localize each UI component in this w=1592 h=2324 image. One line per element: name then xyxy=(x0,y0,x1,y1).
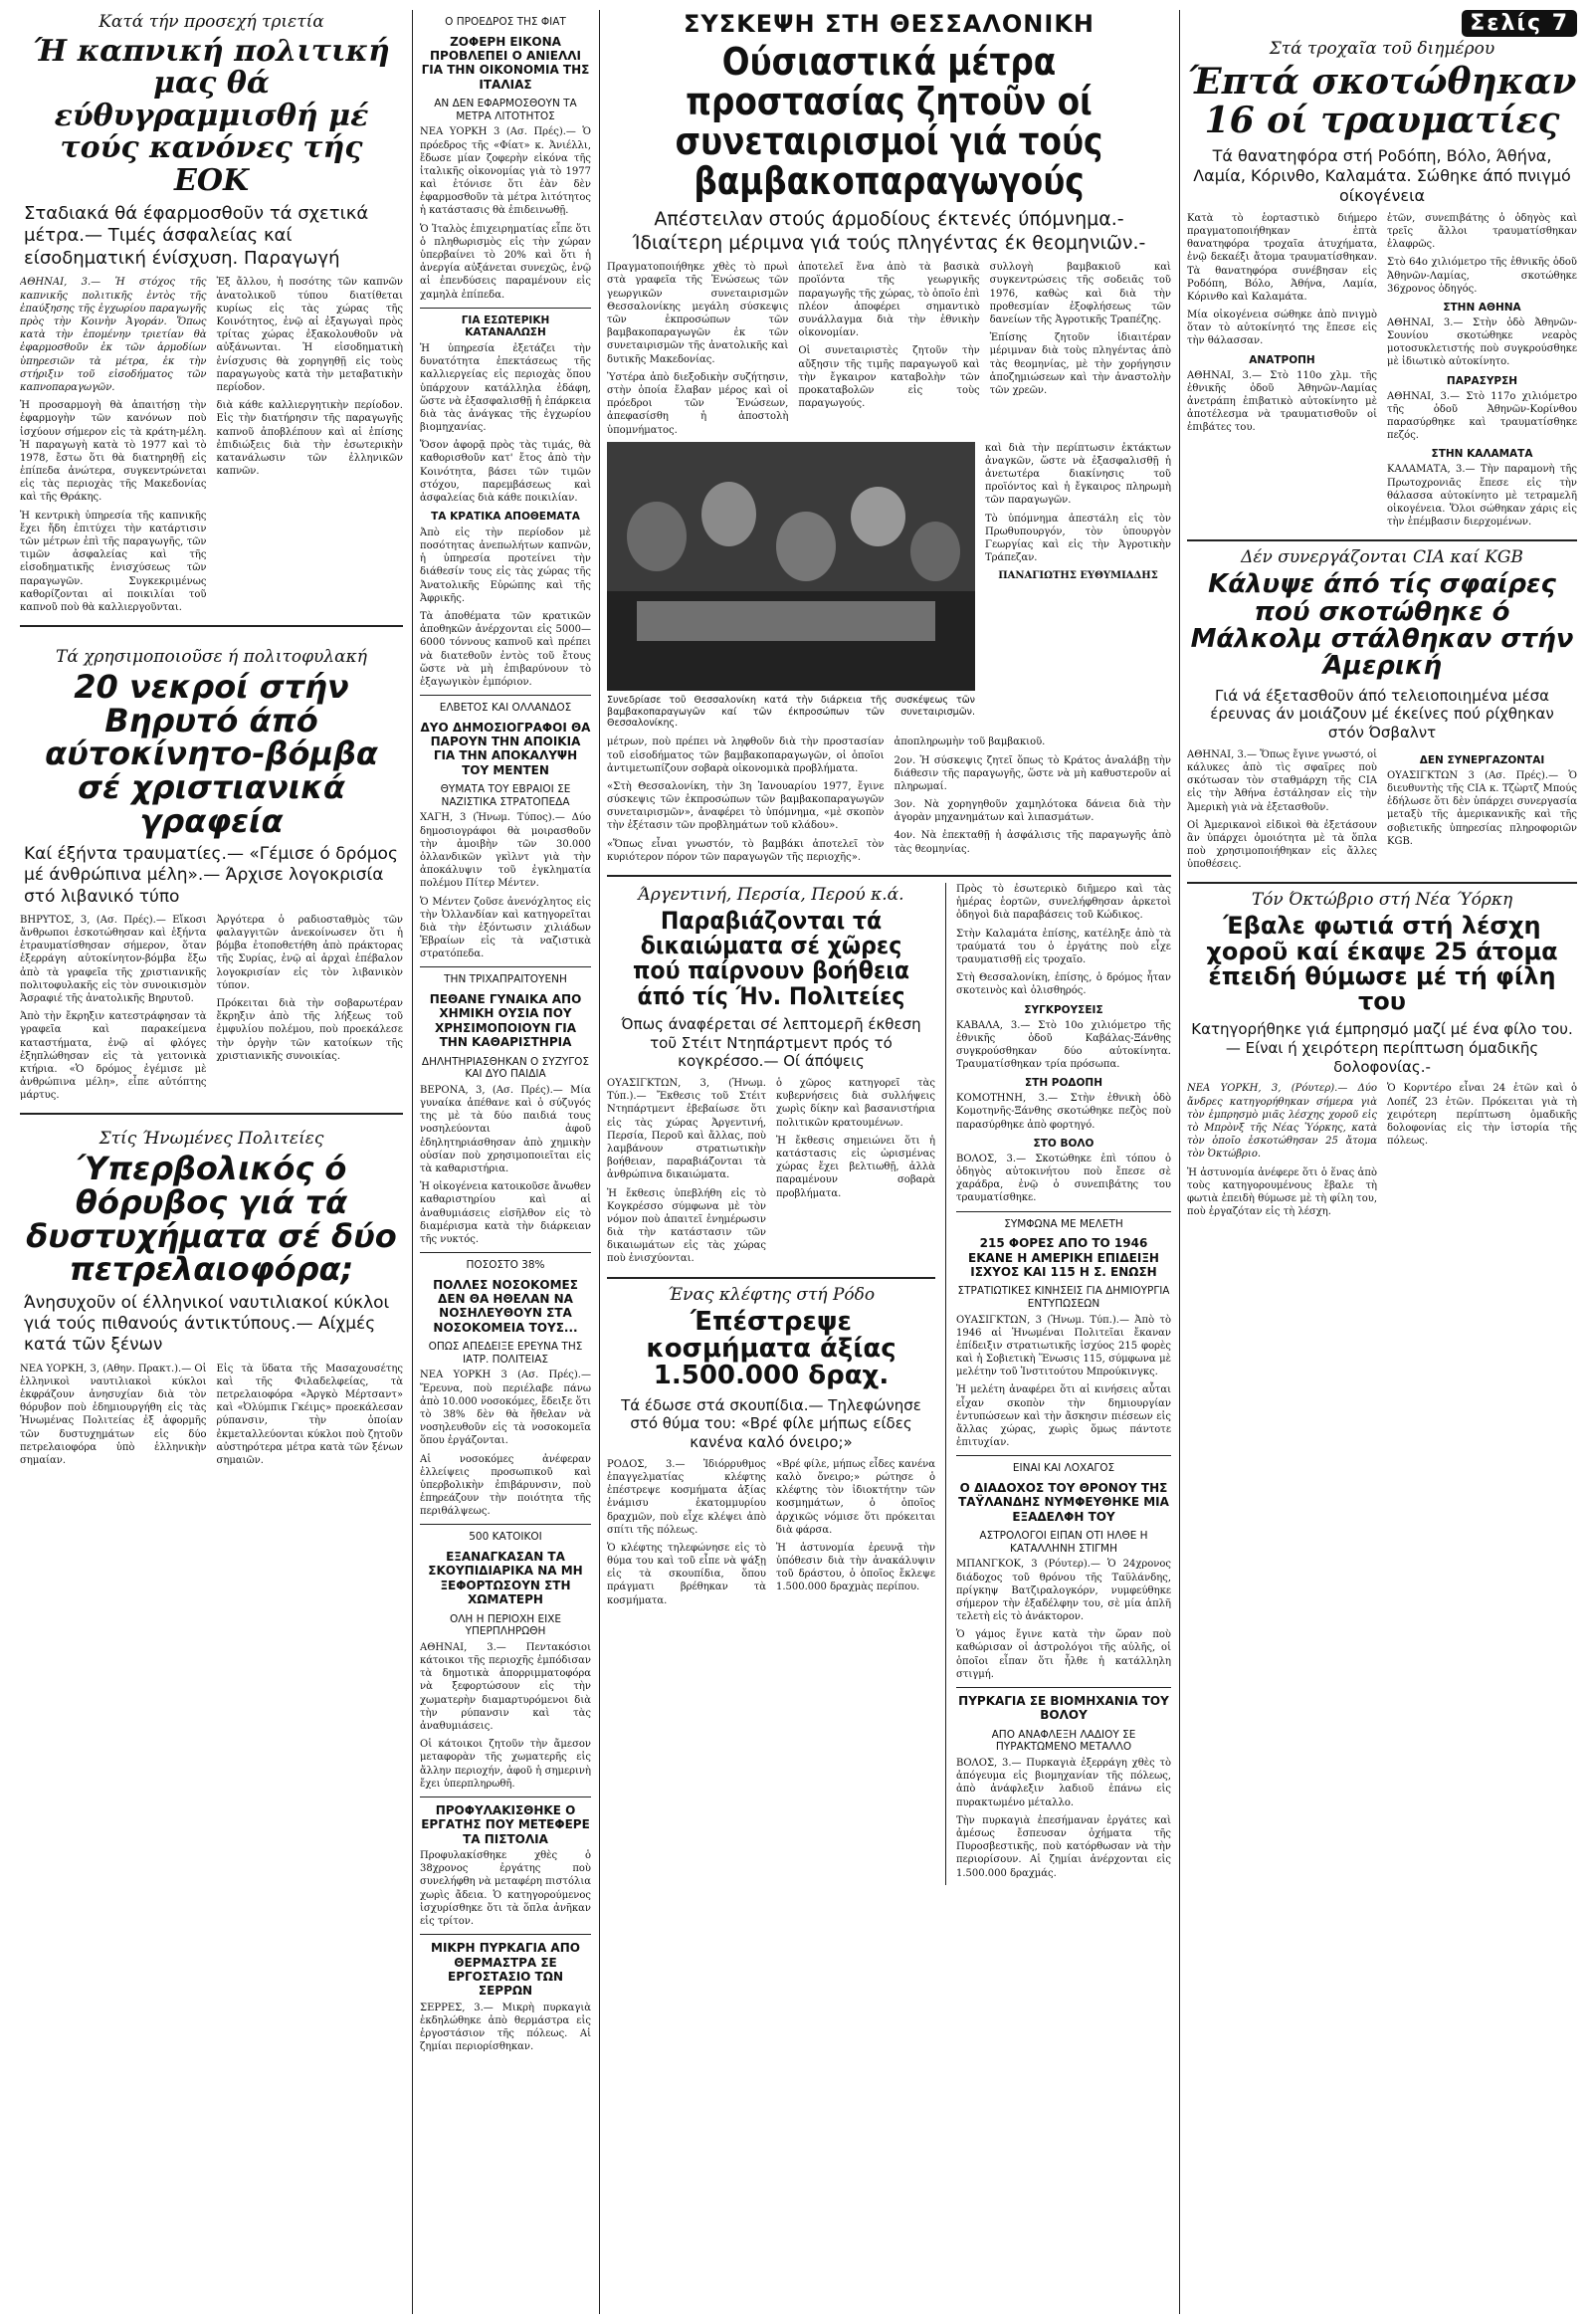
article-paragraph: Πραγματοποιήθηκε χθὲς τὸ πρωὶ στὰ γραφεῖα τῆς Ἑνώσεως τῶν γεωργικῶν συνεταιρισμῶν Θεσσαλονίκης μεγάλη σύσκεψις τῶν ἐκπροσώπων τῶν βαμβακοπαραγωγῶν ἐκ τῶν συνεταιρισμῶν τῆς ἀνατολικῆς καὶ δυτικῆς Μακεδονίας. xyxy=(607,262,789,365)
article-weapons xyxy=(956,1218,1171,1450)
article-deck: Γιά νά έξετασθοῦν άπό τελειοποιημένα μέσα έρευνας άν μοιάζουν μέ έκείνες πού ρίχθηκαν στόν Όσβαλντ xyxy=(1210,686,1554,741)
article-paragraph: Ἀργότερα ὁ ραδιοσταθμὸς τῶν φαλαγγιτῶν ἀνεκοίνωσεν ὅτι ἡ βόμβα ἐτοποθετήθη ἀπὸ πράκτορας τῆς Συρίας, ἐνῷ αἱ ἀρχαὶ ἐπέβαλον λογοκρισίαν εἰς τὸν λιβανικὸν τύπον. xyxy=(216,914,403,991)
article-hospital xyxy=(420,1259,591,1518)
article-deck: Σταδιακά θά έφαρμοσθοῦν τά σχετικά μέτρα.— Τιμές άσφαλείας καί είσοδηματική ένίσχυση. Παραγωγή xyxy=(24,202,369,269)
article-paragraph: ΚΟΜΟΤΗΝΗ, 3.— Στὴν ἐθνικὴ ὁδὸ Κομοτηνῆς-Ξάνθης σκοτώθηκε πεζὸς ποὺ παρασύρθηκε ἀπὸ φορτηγό. xyxy=(956,1093,1171,1131)
article-headline: Ύπερβολικός ό θόρυβος γιά τά δυστυχήματα σέ δύο πετρελαιοφόρα; xyxy=(26,1150,397,1289)
article-kicker: Τά χρησιμοποιοῦσε ή πολιτοφυλακή xyxy=(56,647,367,668)
article-paragraph: Ἡ ὑπηρεσία ἐξετάζει τὴν δυνατότητα ἐπεκτάσεως τῆς καλλιεργείας εἰς περιοχὰς ὅπου ὑπάρχουν κατάλληλα ἐδάφη, ὥστε νὰ ἐξασφαλισθῇ ἡ ἐπάρκεια διὰ τὰς ἀνάγκας τῆς ἐγχωρίου βιομηχανίας. xyxy=(420,342,591,434)
article-headline: Έπέστρεψε κοσμήματα άξίας 1.500.000 δραχ. xyxy=(646,1306,896,1391)
article-kicker: Τόν Όκτώβριο στή Νέα Ύόρκη xyxy=(1251,890,1513,911)
article-subhead: ΟΠΩΣ ΑΠΕΔΕΙΞΕ ΕΡΕΥΝΑ ΤΗΣ ΙΑΤΡ. ΠΟΛΙΤΕΙΑΣ xyxy=(428,1341,583,1366)
article-paragraph: ΒΗΡΥΤΟΣ, 3, (Ασ. Πρές).— Εἴκοσι ἄνθρωποι ἐσκοτώθησαν καὶ ἑξήντα ἐτραυματίσθησαν σήμερον, ὅταν ἐξερράγη αὐτοκίνητον-βόμβα ἔξω ἀπὸ τὰ γραφεῖα τῆς χριστιανικῆς πολιτοφυλακῆς εἰς τὸν συνοικισμὸν Ἀσραφιέ τῆς ἀνατολικῆς Βηρυτοῦ. xyxy=(20,914,207,1004)
article-dutch xyxy=(420,702,591,960)
page-number-badge xyxy=(1187,10,1577,37)
article-paragraph: Οἱ κάτοικοι ζητοῦν τὴν ἄμεσον μεταφορὰν τῆς χωματερῆς εἰς ἄλλην περιοχήν, ἀφοῦ ἡ σημερινὴ ἔχει ὑπερπληρωθῆ. xyxy=(420,1739,591,1790)
article-paragraph: Ἀπὸ εἰς τὴν περίοδον μὲ ποσότητας ἀνεπωλήτων καπνῶν, ἡ ὑπηρεσία προτείνει τὴν διάθεσίν τους εἰς τὰς χώρας τῆς Ἀνατολικῆς Εὐρώπης καὶ τῆς Ἀφρικῆς. xyxy=(420,527,591,604)
article-subhead: ΣΤΟ ΒΟΛΟ xyxy=(1033,1137,1094,1150)
article-italy xyxy=(420,973,591,1246)
article-paragraph: Ἡ μελέτη ἀναφέρει ὅτι αἱ κινήσεις αὗται εἶχαν σκοπὸν τὴν δημιουργίαν ἐντυπώσεων καὶ τὴν ἄσκησιν πιέσεων εἰς ἄλλας χώρας, χωρὶς ὅμως πάντοτε ἐπιτυχίαν. xyxy=(956,1384,1171,1449)
section-divider xyxy=(956,1687,1171,1688)
article-headline: Ο ΔΙΑΔΟΧΟΣ ΤΟΥ ΘΡΟΝΟΥ ΤΗΣ ΤΑΫΛΑΝΔΗΣ ΝΥΜΦΕΥΘΗΚΕ ΜΙΑ ΕΞΑΔΕΛΦΗ ΤΟΥ xyxy=(958,1480,1169,1524)
article-kicker: Άργεντινή, Περσία, Περού κ.ά. xyxy=(638,885,904,905)
article-paragraph: 2ον. Ἡ σύσκεψις ζητεῖ ὅπως τὸ Κράτος ἀναλάβῃ τὴν διάθεσιν τῆς παραγωγῆς, ὥστε νὰ μὴ καθυστεροῦν αἱ πληρωμαί. xyxy=(894,754,1171,792)
article-paragraph: Ὁ Μέντεν ζοῦσε ἀνενόχλητος εἰς τὴν Ὀλλανδίαν καὶ κατηγορεῖται διὰ τὴν ἐξόντωσιν χιλιάδων Ἑβραίων εἰς τὰ ναζιστικὰ στρατόπεδα. xyxy=(420,896,591,960)
article-paragraph: μέτρων, ποὺ πρέπει νὰ ληφθοῦν διὰ τὴν προστασίαν τοῦ εἰσοδήματος τῶν βαμβακοπαραγωγῶν, οἱ ὁποῖοι ἀντιμετωπίζουν σοβαρὰ οἰκονομικὰ προβλήματα. xyxy=(607,737,885,774)
article-paragraph: ΑΘΗΝΑΙ, 3.— Στὸ 117ο χιλιόμετρο τῆς ὁδοῦ Ἀθηνῶν-Κορίνθου παρασύρθηκε καὶ τραυματίσθηκε πεζός. xyxy=(1387,390,1577,442)
article-cia xyxy=(1187,547,1577,876)
article-paragraph: Προφυλακίσθηκε χθὲς ὁ 38χρονος ἐργάτης ποὺ συνελήφθη νὰ μεταφέρη πιστόλια χωρὶς ἄδεια. Ὁ κατηγορούμενος ἰσχυρίσθηκε ὅτι τὰ ὅπλα ἀνῆκαν εἰς τρίτον. xyxy=(420,1850,591,1927)
article-paragraph: ΑΘΗΝΑΙ, 3.— Ὅπως ἔγινε γνωστό, οἱ κάλυκες ἀπὸ τὶς σφαῖρες ποὺ σκότωσαν τὸν σταθμάρχη τῆς CIA εἰς τὴν Ἀθήνα ἐστάλησαν εἰς τὴν Ἀμερικὴ γιὰ νὰ ἐξετασθοῦν. xyxy=(1187,748,1377,813)
article-headline: ΔΥΟ ΔΗΜΟΣΙΟΓΡΑΦΟΙ ΘΑ ΠΑΡΟΥΝ ΤΗΝ ΑΠΟΙΚΙΑ ΓΙΑ ΤΗΝ ΑΠΟΚΑΛΥΨΗ ΤΟΥ ΜΕΝΤΕΝ xyxy=(420,720,591,777)
article-paragraph: ΒΕΡΟΝΑ, 3, (Ασ. Πρές).— Μία γυναίκα ἀπέθανε καὶ ὁ σύζυγός της μὲ τὰ δύο παιδιά τους νοσηλεύονται ἀφοῦ ἐδηλητηριάσθησαν ἀπὸ χημικὴν οὐσίαν ποὺ χρησιμοποιεῖται εἰς τὰ καθαριστήρια. xyxy=(420,1084,591,1174)
article-kicker: Ένας κλέφτης στή Ρόδο xyxy=(667,1284,876,1305)
article-subhead: ΘΥΜΑΤΑ ΤΟΥ ΕΒΡΑΙΟΙ ΣΕ ΝΑΖΙΣΤΙΚΑ ΣΤΡΑΤΟΠΕΔΑ xyxy=(440,783,571,808)
article-paragraph: «Ὅπως εἶναι γνωστόν, τὸ βαμβάκι ἀποτελεῖ τὸν κυριότερον πόρον τῶν παραγωγῶν τῆς περιοχῆς». xyxy=(607,838,885,863)
section-divider xyxy=(420,308,591,309)
article-deck: Όπως άναφέρεται σέ λεπτομερῆ έκθεση τοῦ Στέιτ Ντηπάρτμεντ πρός τό κογκρέσσο.— Οί άπόψεις xyxy=(621,1014,921,1071)
article-paragraph: ΚΑΛΑΜΑΤΑ, 3.— Τὴν παραμονὴ τῆς Πρωτοχρονιᾶς ἔπεσε εἰς τὴν θάλασσα αὐτοκίνητο μὲ τετραμελῆ οἰκογένεια. Ὅλοι σώθηκαν χάρις εἰς τὴν ἐπέμβασιν διερχομένων. xyxy=(1387,464,1577,528)
article-headline: Έπτά σκοτώθηκαν 16 οί τραυματίες xyxy=(1187,61,1577,141)
meeting-photo xyxy=(607,442,975,691)
article-subhead: ΤΗΝ ΤΡΙΧΑΠΡΑΙΤΟΥΕΝΗ xyxy=(444,973,567,986)
article-kicker: Στά τροχαῖα τοῦ διημέρου xyxy=(1269,39,1495,59)
article-byline: ΠΑΝΑΓΙΩΤΗΣ ΕΥΘΥΜΙΑΔΗΣ xyxy=(998,570,1158,582)
article-subhead: ΑΝΑΤΡΟΠΗ xyxy=(1249,353,1315,366)
column-1 xyxy=(20,10,403,2314)
article-paragraph: Αἱ νοσοκόμες ἀνέφεραν ἐλλείψεις προσωπικοῦ καὶ ὑπερβολικὴν ἐπιβάρυνσιν, ποὺ ἐπηρεάζουν τὴν ποιότητα τῆς περιθάλψεως. xyxy=(420,1453,591,1518)
section-divider xyxy=(420,1796,591,1797)
article-kicker: Κατά τήν προσεχή τριετία xyxy=(99,12,324,32)
article-paragraph: ΝΕΑ ΥΟΡΚΗ, 3, (Ρόυτερ).— Δύο ἄνδρες κατηγορήθηκαν σήμερα γιὰ τὸν ἐμπρησμὸ μιᾶς λέσχης χοροῦ εἰς τὸ Μπρὸνξ τῆς Νέας Ὑόρκης, κατὰ τὸν ὁποῖο ἐσκοτώθησαν 25 ἄτομα τὸν Ὀκτώβριο. xyxy=(1187,1083,1377,1161)
article-headline: ΕΞΑΝΑΓΚΑΣΑΝ ΤΑ ΣΚΟΥΠΙΔΙΑΡΙΚΑ ΝΑ ΜΗ ΞΕΦΟΡΤΩΣΟΥΝ ΣΤΗ ΧΩΜΑΤΕΡΗ xyxy=(428,1550,583,1607)
article-beirut xyxy=(20,647,403,1107)
article-paragraph: ΟΥΑΣΙΓΚΤΩΝ, 3, (Ἡνωμ. Τύπ.).— Ἔκθεσις τοῦ Στέιτ Ντηπάρτμεντ ἐβεβαίωσε ὅτι εἰς τὰς χώρας Ἀργεντινή, Περσία, Περοῦ καὶ ἄλλας, ποὺ λαμβάνουν στρατιωτικὴν βοήθειαν, παραβιάζονται τὰ ἀνθρώπινα δικαιώματα. xyxy=(607,1078,766,1181)
section-divider xyxy=(420,966,591,967)
article-subhead: ΠΟΣΟΣΤΟ 38% xyxy=(466,1259,545,1272)
article-paragraph: Κατὰ τὸ ἑορταστικὸ διήμερο πραγματοποιήθηκαν ἑπτὰ θανατηφόρα τροχαῖα ἀτυχήματα, ἐνῷ δεκαέξι ἄτομα τραυματίσθηκαν. Τὰ θανατηφόρα συνέβησαν εἰς Ροδόπη, Βόλο, Ἀθήνα, Λαμία, Κόρινθο καὶ Καλαμάτα. xyxy=(1187,212,1377,303)
article-esoteric xyxy=(420,315,591,689)
article-paragraph: «Στὴ Θεσσαλονίκη, τὴν 3η Ἰανουαρίου 1977, ἔγινε σύσκεψις τῶν ἐκπροσώπων τῶν βαμβακοπαραγωγῶν συνεταιρισμῶν», ἀναφέρει τὸ ὑπόμνημα, «μὲ σκοπὸν τὴν ἐξέτασιν τῶν προβλημάτων τοῦ κλάδου». xyxy=(607,780,885,832)
article-headline: ΠΟΛΛΕΣ ΝΟΣΟΚΟΜΕΣ ΔΕΝ ΘΑ ΗΘΕΛΑΝ ΝΑ ΝΟΣΗΛΕΥΘΟΥΝ ΣΤΑ ΝΟΣΟΚΟΜΕΙΑ ΤΟΥΣ... xyxy=(433,1277,578,1335)
article-paragraph: Ἡ ἔκθεσις σημειώνει ὅτι ἡ κατάστασις εἰς ὡρισμένας χώρας ἔχει βελτιωθῇ, ἀλλὰ παραμένουν σοβαρὰ προβλήματα. xyxy=(776,1135,935,1199)
article-paragraph: ἀποπληρωμὴν τοῦ βαμβακιοῦ. xyxy=(894,737,1046,748)
article-subhead: ΣΤΡΑΤΙΩΤΙΚΕΣ ΚΙΝΗΣΕΙΣ ΓΙΑ ΔΗΜΙΟΥΡΓΙΑ ΕΝΤΥΠΩΣΕΩΝ xyxy=(957,1285,1170,1310)
article-paragraph: Ἡ οἰκογένεια κατοικοῦσε ἄνωθεν καθαριστηρίου καὶ αἱ ἀναθυμιάσεις εἰσῆλθον εἰς τὸ διαμέρισμα κατὰ τὴν διάρκειαν τῆς νυκτός. xyxy=(420,1181,591,1245)
article-headline: Κάλυψε άπό τίς σφαίρες πού σκοτώθηκε ό Μάλκολμ στάλθηκαν στήν Άμερική xyxy=(1190,569,1574,682)
article-paragraph: Τὴν πυρκαγιὰ ἐπεσήμαναν ἐργάτες καὶ ἀμέσως ἔσπευσαν ὀχήματα τῆς Πυροσβεστικῆς, ποὺ κατόρθωσαν νὰ τὴν περιορίσουν. Αἱ ζημίαι ἀνέρχονται εἰς 1.500.000 δραχμάς. xyxy=(956,1814,1171,1879)
article-paragraph: Ὁ γάμος ἔγινε κατὰ τὴν ὥραν ποὺ καθώρισαν οἱ ἀστρολόγοι τῆς αὐλῆς, οἱ ὁποῖοι εἶπαν ὅτι ἦλθε ἡ κατάλληλη στιγμή. xyxy=(956,1629,1171,1680)
section-divider xyxy=(607,875,1171,877)
article-subhead: ΕΙΝΑΙ ΚΑΙ ΛΟΧΑΓΟΣ xyxy=(1012,1462,1115,1475)
article-subhead: ΑΣΤΡΟΛΟΓΟΙ ΕΙΠΑΝ ΟΤΙ ΗΛΘΕ Η ΚΑΤΑΛΛΗΝΗ ΣΤΙΓΜΗ xyxy=(979,1530,1148,1555)
article-subhead: ΑΠΟ ΑΝΑΦΛΕΞΗ ΛΑΔΙΟΥ ΣΕ ΠΥΡΑΚΤΩΜΕΝΟ ΜΕΤΑΛΛΟ xyxy=(991,1728,1136,1754)
article-paragraph: ΒΟΛΟΣ, 3.— Πυρκαγιὰ ἐξερράγη χθὲς τὸ ἀπόγευμα εἰς βιομηχανίαν τῆς πόλεως, ἀπὸ ἀνάφλεξιν λαδιοῦ ἐπάνω εἰς πυρακτωμένο μέταλλο. xyxy=(956,1758,1171,1808)
article-subhead: ΣΤΗΝ ΑΘΗΝΑ xyxy=(1443,301,1521,314)
article-headline: 20 νεκροί στήν Βηρυτό άπό αύτοκίνητο-βόμβα σέ χριστιανικά γραφεία xyxy=(45,668,378,840)
article-paragraph: ΒΟΛΟΣ, 3.— Σκοτώθηκε ἐπὶ τόπου ὁ ὁδηγὸς αὐτοκινήτου ποὺ ἔπεσε σὲ χαράδρα, ἐνῷ ὁ συνεπιβάτης του τραυματίσθηκε. xyxy=(956,1153,1171,1204)
article-subhead: ΠΑΡΑΣΥΡΣΗ xyxy=(1446,374,1518,387)
article-paragraph: καὶ διὰ τὴν περίπτωσιν ἐκτάκτων ἀναγκῶν, ὥστε νὰ ἐξασφαλισθῇ ἡ ἀνετωτέρα διακίνησις τοῦ προϊόντος καὶ ἡ ἔγκαιρος πληρωμὴ τῶν παραγωγῶν. xyxy=(985,442,1171,507)
article-accidents xyxy=(1187,39,1577,533)
section-divider xyxy=(420,1252,591,1253)
article-paragraph: Ὁ Ἰταλὸς ἐπιχειρηματίας εἶπε ὅτι ὁ πληθωρισμὸς εἰς τὴν χώραν ὑπερβαίνει τὸ 20% καὶ ὅτι ἡ ἀνεργία αὐξάνεται συνεχῶς, ἐνῷ αἱ ἐπενδύσεις παραμένουν εἰς χαμηλὰ ἐπίπεδα. xyxy=(420,223,591,301)
article-deck: Απέστειλαν στούς άρμοδίους έκτενές ύπόμνημα.- Ίδιαίτερη μέριμνα γιά τούς πληγέντας έκ θεομηνιῶν.- xyxy=(632,207,1146,254)
article-serres xyxy=(420,1941,591,2053)
article-paragraph: ΣΕΡΡΕΣ, 3.— Μικρὴ πυρκαγιὰ ἐκδηλώθηκε ἀπὸ θερμάστρα εἰς ἐργοστάσιον τῆς πόλεως. Αἱ ζημίαι περιορίσθηκαν. xyxy=(420,2002,591,2053)
article-fiat xyxy=(420,16,591,302)
article-deck: Καί έξήντα τραυματίες.— «Γέμισε ό δρόμος μέ άνθρώπινα μέλη».— Άρχισε λογοκρισία στό λιβανικό τύπο xyxy=(24,844,398,907)
article-paragraph: Πρὸς τὸ ἐσωτερικὸ διῆμερο καὶ τὰς ἡμέρας ἑορτῶν, συνελήφθησαν ἀρκετοὶ ὁδηγοὶ διὰ παραβάσεις τοῦ Κώδικος. xyxy=(956,884,1171,922)
article-paragraph: ΝΕΑ ΥΟΡΚΗ 3 (Ασ. Πρές).— Ἔρευνα, ποὺ περιέλαβε πάνω ἀπὸ 10.000 νοσοκόμες, ἔδειξε ὅτι τὸ 38% δὲν θὰ ἤθελαν νὰ νοσηλευθοῦν εἰς τὰ νοσοκομεῖα ὅπου ἐργάζονται. xyxy=(420,1370,591,1447)
article-subhead: ΑΝ ΔΕΝ ΕΦΑΡΜΟΣΘΟΥΝ ΤΑ ΜΕΤΡΑ ΛΙΤΟΤΗΤΟΣ xyxy=(434,98,577,122)
article-paragraph: ΜΠΑΝΓΚΟΚ, 3 (Ρόυτερ).— Ὁ 24χρονος διάδοχος τοῦ θρόνου τῆς Ταϋλάνδης, πρίγκηψ Βατζιραλογκόρν, νυμφεύθηκε σήμερον τὴν ἐξαδέλφην του, σὲ μία ἁπλῆ τελετὴ εἰς τὸ ἀνάκτορον. xyxy=(956,1559,1171,1623)
article-subhead: ΣΤΗ ΡΟΔΟΠΗ xyxy=(1024,1077,1103,1090)
article-subhead: ΟΛΗ Η ΠΕΡΙΟΧΗ ΕΙΧΕ ΥΠΕΡΠΛΗΡΩΘΗ xyxy=(449,1612,562,1638)
article-paragraph: Ἡ ἀστυνομία ἐρευνᾷ τὴν ὑπόθεσιν διὰ τὴν ἀνακάλυψιν τοῦ δράστου, ὁ ὁποῖος ἔκλεψε 1.500.000 δραχμὰς περίπου. xyxy=(776,1542,935,1593)
article-paragraph: ΑΘΗΝΑΙ, 3.— Πεντακόσιοι κάτοικοι τῆς περιοχῆς ἐμπόδισαν τὰ δημοτικὰ ἀπορριμματοφόρα νὰ ξεφορτώσουν εἰς τὴν χωματερὴν διαμαρτυρόμενοι διὰ τὴν ρύπανσιν καὶ τὰς ἀναθυμιάσεις. xyxy=(420,1641,591,1732)
article-paragraph: Ὑστέρα ἀπὸ διεξοδικὴν συζήτησιν, στὴν ὁποία ἔλαβαν μέρος καὶ οἱ πρόεδροι τῶν Ἑνώσεων, ἀπεφασίσθη ἡ ἀποστολὴ ὑπομνήματος. xyxy=(607,371,789,436)
article-deck: Τά έδωσε στά σκουπίδια.— Τηλεφώνησε στό θύμα του: «Βρέ φίλε μήπως είδες κανένα καλό όνειρο;» xyxy=(621,1395,921,1452)
article-paragraph: Τὸ ὑπόμνημα ἀπεστάλη εἰς τὸν Πρωθυπουργόν, τὸν ὑπουργὸν Γεωργίας καὶ εἰς τὴν Ἀγροτικὴν Τράπεζαν. xyxy=(985,513,1171,564)
article-paragraph: Ἀπὸ τὴν ἔκρηξιν κατεστράφησαν τὰ γραφεῖα καὶ παρακείμενα καταστήματα, ἐνῷ αἱ φλόγες ἐξηπλώθησαν εἰς τὰ γειτονικὰ κτήρια. «Ὁ δρόμος ἐγέμισε μὲ ἀνθρώπινα μέλη», εἶπε αὐτόπτης μάρτυς. xyxy=(20,1011,207,1102)
article-subhead: ΕΛΒΕΤΟΣ ΚΑΙ ΟΛΛΑΝΔΟΣ xyxy=(439,702,572,715)
article-scavengers xyxy=(420,1531,591,1790)
article-cotton xyxy=(607,12,1171,869)
article-subhead: ΓΙΑ ΕΣΩΤΕΡΙΚΗ ΚΑΤΑΝΑΛΩΣΗ xyxy=(461,314,550,339)
article-paragraph: ὁ χῶρος κατηγορεῖ τὰς κυβερνήσεις διὰ συλλήψεις χωρὶς δίκην καὶ βασανιστήρια πολιτικῶν κρατουμένων. xyxy=(776,1078,935,1129)
article-paragraph: Ὁ κλέφτης τηλεφώνησε εἰς τὸ θύμα του καὶ τοῦ εἶπε νὰ ψάξῃ εἰς τὰ σκουπίδια, ὅπου πράγματι βρέθηκαν τὰ κοσμήματα. xyxy=(607,1542,766,1606)
article-kicker: ΣΥΣΚΕΨΗ ΣΤΗ ΘΕΣΣΑΛΟΝΙΚΗ xyxy=(683,10,1095,38)
article-headline: Ούσιαστικά μέτρα προστασίας ζητοῦν οί συνεταιρισμοί γιά τούς βαμβακοπαραγωγούς xyxy=(675,40,1103,203)
article-paragraph: ΝΕΑ ΥΟΡΚΗ 3 (Ασ. Πρές).— Ὁ πρόεδρος τῆς «Φίατ» κ. Ἀνιέλλι, ἔδωσε μίαν ζοφερὴν εἰκόνα τῆς ἰταλικῆς οἰκονομίας γιὰ τὸ 1977 καὶ ἐτόνισε ὅτι ἐὰν δὲν ἐφαρμοσθοῦν τὰ μέτρα λιτότητος ἡ κατάστασις θὰ ἐπιδεινωθῇ. xyxy=(420,126,591,217)
section-divider xyxy=(420,695,591,696)
article-paragraph: Στὴ Θεσσαλονίκη, ἐπίσης, ὁ δρόμος ἦταν σκοτεινὸς καὶ ὁλισθηρός. xyxy=(956,972,1171,997)
article-paragraph: ΟΥΑΣΙΓΚΤΩΝ, 3 (Ἡνωμ. Τύπ.).— Ἀπὸ τὸ 1946 αἱ Ἡνωμέναι Πολιτεῖαι ἔκαναν ἐπίδειξιν στρατιωτικῆς ἰσχύος 215 φορὲς καὶ ἡ Σοβιετικὴ Ἕνωσις 115, σύμφωνα μὲ μελέτην τοῦ Ἰνστιτούτου Μπρούκινγκς. xyxy=(956,1314,1171,1378)
article-paragraph: Ἡ ἀστυνομία ἀνέφερε ὅτι ὁ ἕνας ἀπὸ τοὺς κατηγορουμένους ἔβαλε τὴ φωτιὰ ἐπειδὴ θύμωσε μὲ τὴ φίλη του, ποὺ ἐργαζόταν εἰς τὴ λέσχη. xyxy=(1187,1166,1377,1218)
article-paragraph: ΑΘΗΝΑΙ, 3.— Ἡ στόχος τῆς καπνικῆς πολιτικῆς ἐντὸς τῆς ἐπαύξησης τῆς ἐγχωρίου παραγωγῆς πρὸς τὴν Κοινὴν Ἀγοράν. Ὅπως κατὰ τὴν ἐπομένην τριετίαν θὰ ἐφαρμοσθοῦν ἐκ τῶν ἀρμοδίων ὑπηρεσιῶν τὰ μέτρα, ἐκ τὴν στήριξιν τοῦ εἰσοδήματος τῶν καπνοπαραγωγῶν. xyxy=(20,277,207,393)
column-rule xyxy=(1179,10,1180,2314)
article-paragraph: συλλογὴ βαμβακιοῦ καὶ συγκεντρώσεις τῆς σοδειᾶς τοῦ 1976, καθὼς καὶ διὰ τὴν προθεσμίαν ἐξοφλήσεως τῶν δανείων τῆς Ἀγροτικῆς Τραπέζης. xyxy=(989,262,1171,325)
column-rule xyxy=(412,10,413,2314)
column-rule xyxy=(945,883,946,1885)
article-paragraph: Εἰς τὰ ὕδατα τῆς Μασαχουσέτης καὶ τῆς Φιλαδελφείας, τὰ πετρελαιοφόρα «Ἀργκὸ Μέρτσαντ» καὶ «Ὀλύμπικ Γκέιμς» προεκάλεσαν ρύπανσιν, τὴν ὁποίαν ἐκμεταλλεύονται κύκλοι ποὺ ζητοῦν αὐστηρότερα μέτρα κατὰ τῶν ξένων σημαιῶν. xyxy=(216,1363,403,1466)
article-thailand xyxy=(956,1462,1171,1681)
article-kicker: Στίς Ήνωμένες Πολιτείες xyxy=(99,1129,324,1150)
section-divider xyxy=(1187,882,1577,884)
article-headline: Ή καπνική πολιτική μας θά εύθυγραμμισθή μέ τούς κανόνες τής ΕΟΚ xyxy=(33,34,390,198)
article-deck: Κατηγορήθηκε γιά έμπρησμό μαζί μέ ένα φίλο του.— Είναι ή χειρότερη περίπτωση όμαδικῆς δολοφονίας.- xyxy=(1191,1020,1573,1076)
article-paragraph: «Βρέ φίλε, μήπως εἶδες κανένα καλὸ ὄνειρο;» ρώτησε ὁ κλέφτης τὸν ἰδιοκτήτην τῶν κοσμημάτων, ὁ ὁποῖος ἀρχικῶς νόμισε ὅτι πρόκειται διὰ φάρσα. xyxy=(776,1458,935,1536)
photo-caption: Συνεδρίασε τοῦ Θεσσαλονίκη κατά τὴν διάρκεια τῆς συσκέψεως τῶν βαμβακοπαραγωγῶν καί τῶν έκπροσώπων τῶν συνεταιρισμῶν. Θεσσαλονίκης. xyxy=(607,694,975,730)
section-divider xyxy=(956,1211,1171,1212)
article-tankers xyxy=(20,1129,403,1472)
article-paragraph: Τὰ ἀποθέματα τῶν κρατικῶν ἀποθηκῶν ἀνέρχονται εἰς 5000—6000 τόννους καπνοῦ καὶ πρέπει νὰ διατεθοῦν ἐντὸς τοῦ ἔτους ὥστε νὰ μὴ ἐπιβαρύνουν τὸ ἐξαγωγικὸν ἐμπόριον. xyxy=(420,610,591,688)
article-deck: Άνησυχοῦν οί έλληνικοί ναυτιλιακοί κύκλοι γιά τούς πιθανούς άντικτύπους.— Αίχμές κατά τῶν ξένων xyxy=(24,1292,390,1356)
article-headline: Έβαλε φωτιά στή λέσχη χοροῦ καί έκαψε 25 άτομα έπειδή θύμωσε μέ τή φίλη του xyxy=(1206,912,1558,1015)
article-paragraph: Ἐπίσης ζητοῦν ἰδιαιτέραν μέριμναν διὰ τοὺς πληγέντας ἀπὸ τὰς θεομηνίας, μὲ τὴν χορήγησιν ἀποζημιώσεων καὶ τὴν ἀναστολὴν τῶν χρεῶν. xyxy=(989,332,1171,396)
article-paragraph: Μία οἰκογένεια σώθηκε ἀπὸ πνιγμὸ ὅταν τὸ αὐτοκίνητό της ἔπεσε εἰς τὴν θάλασσαν. xyxy=(1187,310,1377,347)
article-headline: ΠΡΟΦΥΛΑΚΙΣΘΗΚΕ Ο ΕΡΓΑΤΗΣ ΠΟΥ ΜΕΤΕΦΕΡΕ ΤΑ ΠΙΣΤΟΛΙΑ xyxy=(421,1802,590,1846)
column-3-4 xyxy=(607,10,1171,2314)
article-argentina xyxy=(607,885,935,1271)
article-paragraph: διὰ κάθε καλλιεργητικὴν περίοδον. Εἰς τὴν διατήρησιν τῆς παραγωγῆς καπνοῦ ἀποβλέπουν καὶ αἱ ἐπίσης ἐπιδιώξεις διὰ τὴν ἐσωτερικὴν κατανάλωσιν τῶν ἐλληνικῶν καπνῶν. xyxy=(216,400,403,478)
section-divider xyxy=(420,1524,591,1525)
article-subhead: 500 ΚΑΤΟΙΚΟΙ xyxy=(469,1531,542,1544)
article-subhead: ΔΗΛΗΤΗΡΙΑΣΘΗΚΑΝ Ο ΣΥΖΥΓΟΣ ΚΑΙ ΔΥΟ ΠΑΙΔΙΑ xyxy=(421,1055,590,1081)
article-headline: ΠΕΘΑΝΕ ΓΥΝΑΙΚΑ ΑΠΟ ΧΗΜΙΚΗ ΟΥΣΙΑ ΠΟΥ ΧΡΗΣΙΜΟΠΟΙΟΥΝ ΓΙΑ ΤΗΝ ΚΑΘΑΡΙΣΤΗΡΙΑ xyxy=(429,992,582,1050)
article-paragraph: Πρόκειται διὰ τὴν σοβαρωτέραν ἔκρηξιν ἀπὸ τῆς λήξεως τοῦ ἐμφυλίου πολέμου, ποὺ προεκάλεσε τὴν ὀργὴν τῶν κατοίκων τῆς χριστιανικῆς συνοικίας. xyxy=(216,997,403,1062)
section-divider xyxy=(607,1277,935,1279)
article-subhead: ΤΑ ΚΡΑΤΙΚΑ ΑΠΟΘΕΜΑΤΑ xyxy=(431,511,580,524)
article-paragraph: ΧΑΓΗ, 3 (Ἡνωμ. Τύπος).— Δύο δημοσιογράφοι θὰ μοιρασθοῦν τὴν ἀμοιβὴν τῶν 30.000 ὀλλανδικῶν γκὶλντ γιὰ τὴν ἀποκάλυψιν τοῦ ἐγκληματία πολέμου Πίτερ Μέντεν. xyxy=(420,812,591,890)
section-divider xyxy=(420,1934,591,1935)
article-paragraph: ἐτῶν, συνεπιβάτης ὁ ὁδηγὸς καὶ τρεῖς ἄλλοι τραυματίσθηκαν ἐλαφρῶς. xyxy=(1387,212,1577,251)
article-paragraph: ΝΕΑ ΥΟΡΚΗ, 3, (Αθην. Πρακτ.).— Οἱ ἑλληνικοὶ ναυτιλιακοὶ κύκλοι ἐκφράζουν ἀνησυχίαν διὰ τὸν θόρυβον ποὺ ἐδημιουργήθη εἰς τὰς Ἡνωμένας Πολιτείας ἐξ ἀφορμῆς τῶν δυστυχημάτων εἰς δύο πετρελαιοφόρα ὑπὸ ἑλληνικὴν σημαίαν. xyxy=(20,1363,207,1466)
article-paragraph: ΟΥΑΣΙΓΚΤΩΝ 3 (Ασ. Πρές).— Ὁ διευθυντὴς τῆς CIA κ. Τζὼρτζ Μπούς ἐδήλωσε ὅτι δὲν ὑπάρχει συνεργασία μεταξὺ τῆς ἀμερικανικῆς καὶ τῆς σοβιετικῆς ὑπηρεσίας πληροφοριῶν KGB. xyxy=(1387,769,1577,847)
article-paragraph: 3ον. Νὰ χορηγηθοῦν χαμηλότοκα δάνεια διὰ τὴν ἀγορὰν μηχανημάτων καὶ λιπασμάτων. xyxy=(894,799,1171,824)
article-paragraph: 4ον. Νὰ ἐπεκταθῇ ἡ ἀσφάλισις τῆς παραγωγῆς ἀπὸ τὰς θεομηνίας. xyxy=(894,830,1171,855)
article-paragraph: Ἐξ ἄλλου, ἡ ποσότης τῶν καπνῶν ἀνατολικοῦ τύπου διατίθεται κυρίως εἰς τὰς χώρας τῆς Κοινότητος, ἐνῷ αἱ ἐξαγωγαὶ πρὸς τρίτας χώρας ἐξακολουθοῦν νὰ αὐξάνωνται. Ἡ εἰσοδηματικὴ ἐνίσχυσις θὰ χορηγηθῇ εἰς τοὺς παραγωγοὺς κατὰ τὴν μεταβατικὴν περίοδον. xyxy=(216,277,403,393)
article-headline: Παραβιάζονται τά δικαιώματα σέ χῶρες πού παίρνουν βοήθεια άπό τίς Ήν. Πολιτείες xyxy=(632,907,910,1010)
article-headline: 215 ΦΟΡΕΣ ΑΠΟ ΤΟ 1946 ΕΚΑΝΕ Η ΑΜΕΡΙΚΗ ΕΠΙΔΕΙΞΗ ΙΣΧΥΟΣ ΚΑΙ 115 Η Σ. ΕΝΩΣΗ xyxy=(968,1236,1159,1279)
column-5 xyxy=(1187,10,1577,2314)
article-paragraph: Ἡ προσαρμογὴ θὰ ἀπαιτήσῃ τὴν ἐφαρμογὴν τῶν κανόνων ποὺ ἰσχύουν σήμερον εἰς τὰ κράτη-μέλη. Ἡ παραγωγὴ κατὰ τὸ 1977 καὶ τὸ 1978, ἔστω ὅτι θὰ διατηρηθῇ εἰς ἐπίπεδα ἀνώτερα, συγκεντρώνεται εἰς τὰς περιοχὰς τῆς Μακεδονίας καὶ τῆς Θράκης. xyxy=(20,400,207,504)
article-accidents-cont xyxy=(956,883,1171,1205)
article-paragraph: Ὅσον ἀφορᾷ πρὸς τὰς τιμάς, θὰ καθορισθοῦν κατ' ἔτος ἀπὸ τὴν Κοινότητα, βάσει τῶν τιμῶν στόχου, παρεμβάσεως καὶ ἀσφαλείας διὰ κάθε ποικιλίαν. xyxy=(420,440,591,505)
section-divider xyxy=(20,625,403,627)
article-headline: ΜΙΚΡΗ ΠΥΡΚΑΓΙΑ ΑΠΟ ΘΕΡΜΑΣΤΡΑ ΣΕ ΕΡΓΟΣΤΑΣΙΟ ΤΩΝ ΣΕΡΡΩΝ xyxy=(431,1941,580,1999)
section-divider xyxy=(20,1113,403,1115)
article-paragraph: Στὸ 64ο χιλιόμετρο τῆς ἐθνικῆς ὁδοῦ Ἀθηνῶν-Λαμίας, σκοτώθηκε 36χρονος ὁδηγός. xyxy=(1387,257,1577,295)
article-subhead: ΣΤΗΝ ΚΑΛΑΜΑΤΑ xyxy=(1431,448,1533,461)
article-tobacco xyxy=(20,12,403,619)
column-2 xyxy=(420,10,591,2314)
article-subhead: ΣΥΓΚΡΟΥΣΕΙΣ xyxy=(1024,1003,1103,1016)
article-subhead: Ο ΠΡΟΕΔΡΟΣ ΤΗΣ ΦΙΑΤ xyxy=(445,16,566,28)
section-divider xyxy=(1187,539,1577,541)
article-headline: ΠΥΡΚΑΓΙΑ ΣΕ ΒΙΟΜΗΧΑΝΙΑ ΤΟΥ ΒΟΛΟΥ xyxy=(958,1694,1169,1723)
article-paragraph: ΑΘΗΝΑΙ, 3.— Στὸ 110ο χλμ. τῆς ἐθνικῆς ὁδοῦ Ἀθηνῶν-Λαμίας ἀνετράπη ἐπιβατικὸ αὐτοκίνητο μὲ ἀποτέλεσμα νὰ τραυματισθοῦν οἱ ἐπιβάτες του. xyxy=(1187,369,1377,434)
article-paragraph: ἀποτελεῖ ἕνα ἀπὸ τὰ βασικὰ προϊόντα τῆς γεωργικῆς παραγωγῆς τῆς χώρας, τὸ ὁποῖο ἐπὶ πλέον ἀποφέρει σημαντικὸ συνάλλαγμα διὰ τὴν ἐθνικὴν οἰκονομίαν. xyxy=(798,262,980,339)
article-paragraph: Ὁ Κορντέρο εἶναι 24 ἐτῶν καὶ ὁ Λοπέζ 23 ἐτῶν. Πρόκειται γιὰ τὴ χειρότερη περίπτωση ὁμαδικῆς δολοφονίας εἰς τὴν ἱστορία τῆς πόλεως. xyxy=(1387,1083,1577,1148)
column-rule xyxy=(599,10,600,2314)
article-worker xyxy=(420,1803,591,1928)
article-kicker: Δέν συνεργάζονται CIA καί KGB xyxy=(1241,547,1523,568)
article-paragraph: Ἡ κεντρικὴ ὑπηρεσία τῆς καπνικῆς ἔχει ἤδη ἐπιτύχει τὴν κατάρτισιν τῶν μέτρων ἐπὶ τῆς παραγωγῆς, τῶν τιμῶν ἀσφαλείας καὶ τῆς εἰσοδηματικῆς ἐνισχύσεως τῶν παραγωγῶν. Συγκεκριμένως καθορίζονται αἱ ποικιλίαι τοῦ καπνοῦ ποὺ θὰ καλλιεργοῦνται. xyxy=(20,510,207,613)
article-headline: ΖΟΦΕΡΗ ΕΙΚΟΝΑ ΠΡΟΒΛΕΠΕΙ Ο ΑΝΙΕΛΛΙ ΓΙΑ ΤΗΝ ΟΙΚΟΝΟΜΙΑ ΤΗΣ ΙΤΑΛΙΑΣ xyxy=(421,34,590,92)
article-paragraph: Οἱ συνεταιριστὲς ζητοῦν τὴν αὔξησιν τῆς τιμῆς παραγωγοῦ καὶ τὴν ἔγκαιρον καταβολὴν τῶν προκαταβολῶν εἰς τοὺς παραγωγούς. xyxy=(798,345,980,410)
article-paragraph: ΚΑΒΑΛΑ, 3.— Στὸ 10ο χιλιόμετρο τῆς ἐθνικῆς ὁδοῦ Καβάλας-Ξάνθης συγκρούσθηκαν δύο αὐτοκίνητα. Τραυματίσθηκαν τρία πρόσωπα. xyxy=(956,1019,1171,1071)
article-paragraph: Ἡ ἔκθεσις ὑπεβλήθη εἰς τὸ Κογκρέσσο σύμφωνα μὲ τὸν νόμον ποὺ ἀπαιτεῖ ἐνημέρωσιν διὰ τὴν κατάστασιν τῶν δικαιωμάτων εἰς τὰς χώρας ποὺ ἐνισχύονται. xyxy=(607,1187,766,1265)
article-subhead: ΣΥΜΦΩΝΑ ΜΕ ΜΕΛΕΤΗ xyxy=(1004,1217,1123,1230)
page-label: Σελίς 7 xyxy=(1462,10,1577,37)
article-rhodes xyxy=(607,1285,935,1612)
section-divider xyxy=(956,1455,1171,1456)
article-volos xyxy=(956,1694,1171,1880)
article-paragraph: ΡΟΔΟΣ, 3.— Ἰδιόρρυθμος ἐπαγγελματίας κλέφτης ἐπέστρεψε κοσμήματα ἀξίας ἑνάμισυ ἑκατομμυρίου δραχμῶν, ποὺ εἶχε κλέψει ἀπὸ σπίτι τῆς πόλεως. xyxy=(607,1458,766,1536)
article-nyfire xyxy=(1187,890,1577,1223)
article-subhead: ΔΕΝ ΣΥΝΕΡΓΑΖΟΝΤΑΙ xyxy=(1419,753,1545,766)
article-paragraph: Στὴν Καλαμάτα ἐπίσης, κατέληξε ἀπὸ τὰ τραύματά του ὁ ἐργάτης ποὺ εἶχε τραυματισθῇ εἰς τροχαῖο. xyxy=(956,928,1171,965)
article-paragraph: Οἱ Ἀμερικανοὶ εἰδικοὶ θὰ ἐξετάσουν ἂν ὑπάρχει ὁμοιότητα μὲ τὰ ὅπλα ποὺ χρησιμοποιήθηκαν εἰς ἄλλες ὑποθέσεις. xyxy=(1187,819,1377,871)
article-deck: Τά θανατηφόρα στή Ροδόπη, Βόλο, Άθήνα, Λαμία, Κόρινθο, Καλαμάτα. Σώθηκε άπό πνιγμό οίκογένεια xyxy=(1193,145,1571,205)
article-paragraph: ΑΘΗΝΑΙ, 3.— Στὴν ὁδὸ Ἀθηνῶν-Σουνίου σκοτώθηκε νεαρὸς μοτοσυκλετιστής ποὺ συγκρούσθηκε μὲ ἰδιωτικὸ αὐτοκίνητο. xyxy=(1387,317,1577,368)
